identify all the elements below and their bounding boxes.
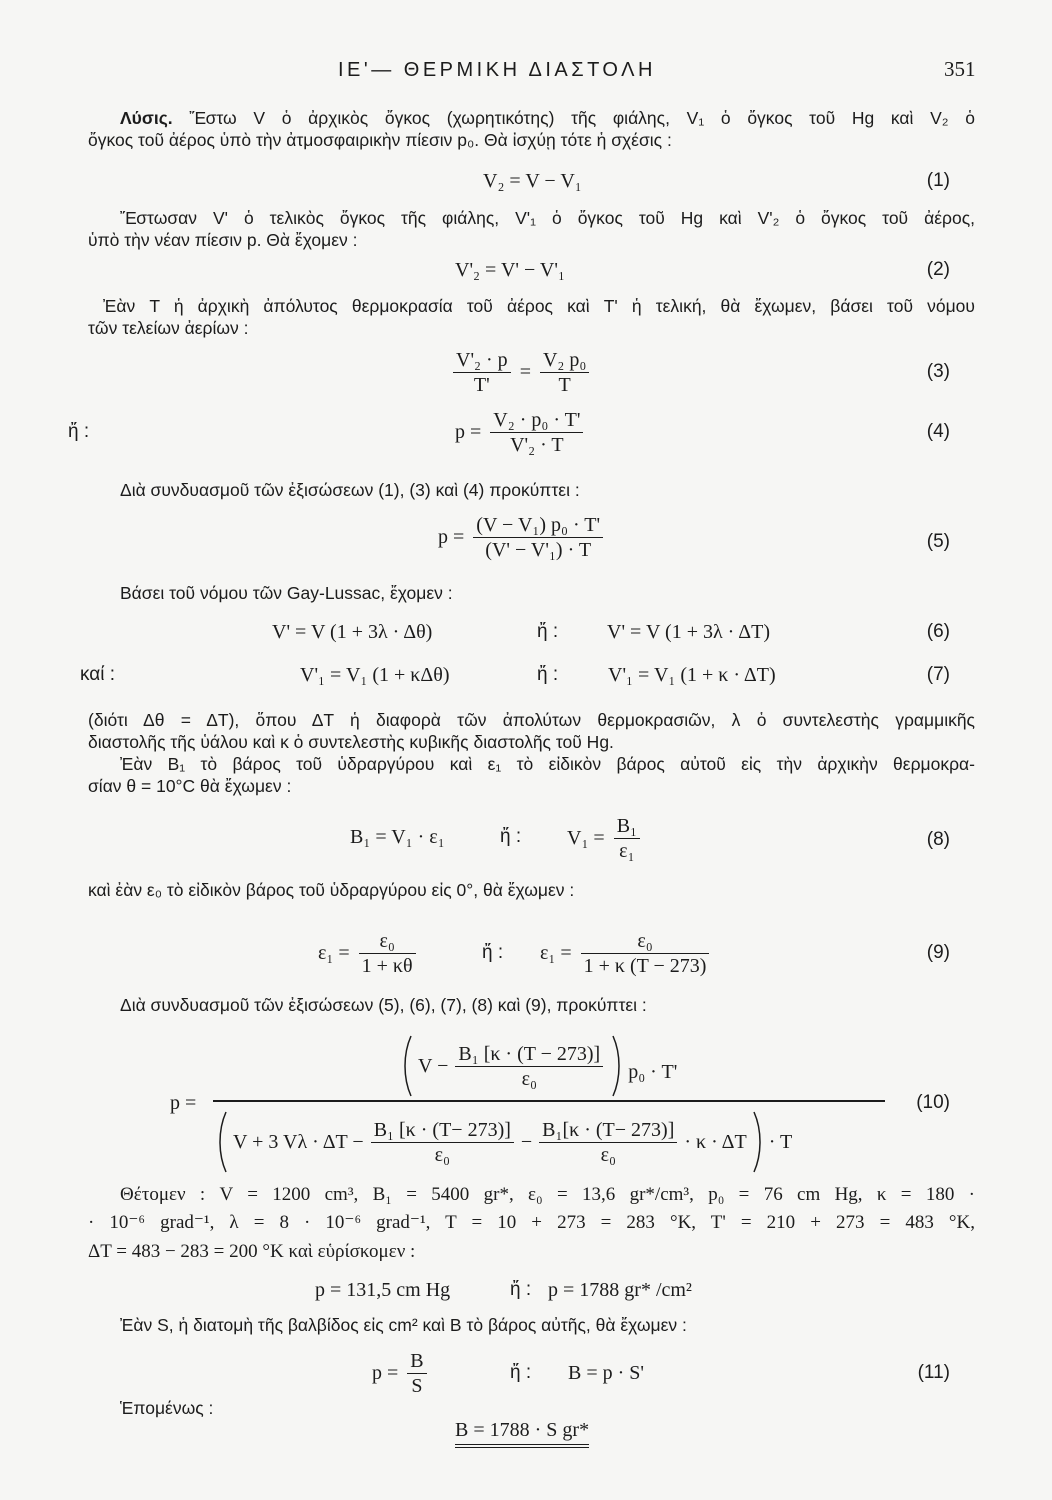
- fraction: [490, 408, 583, 457]
- denominator: (V' − V'₁) · T: [485, 538, 592, 561]
- equation-5: [438, 511, 606, 563]
- line-text: Ἔστω V ὁ ἀρχικὸς ὄγκος (χωρητικότης) τῆς φιάλης, V₁ ὁ ὄγκος τοῦ Hg καὶ V₂ ὁ: [189, 108, 975, 128]
- paragraph-1-line-2: ὄγκος τοῦ ἀέρος ὑπὸ τὴν ἀτμοσφαιρικὴν πίεσιν p₀. Θὰ ἰσχύῃ τότε ἡ σχέσις :: [88, 130, 672, 150]
- given-values-line-1: Θέτομεν : V = 1200 cm³, B₁ = 5400 gr*, ε₀ = 13,6 gr*/cm³, p₀ = 76 cm Hg, κ = 180 ·: [120, 1184, 975, 1205]
- equation-number-2: (2): [926, 259, 950, 280]
- denominator: V'₂ · T: [510, 433, 564, 456]
- fraction: [371, 1118, 514, 1167]
- fraction: [581, 929, 710, 978]
- equation-9-left: [318, 927, 419, 979]
- equation-6-right: V' = V (1 + 3λ · ΔT): [607, 621, 770, 643]
- numerator: B₁[κ · (T− 273)]: [539, 1118, 677, 1143]
- denominator: 1 + κ (T − 273): [583, 954, 707, 977]
- equation-10-denominator: [215, 1110, 792, 1174]
- numerator: ε₀: [359, 929, 416, 954]
- conclusion-label: Ἑπομένως :: [120, 1398, 214, 1418]
- final-answer: B = 1788 · S gr*: [455, 1418, 589, 1448]
- paragraph-9-line-1: Διὰ συνδυασμοῦ τῶν ἐξισώσεων (5), (6), (7), (8) καὶ (9), προκύπτει :: [120, 995, 647, 1015]
- numerator: (V − V₁) p₀ · T': [473, 513, 603, 538]
- equation-10-numerator: [400, 1034, 677, 1098]
- denominator: T: [558, 373, 571, 396]
- expression-term: p₀ · T': [628, 1060, 678, 1083]
- fraction: [540, 348, 589, 397]
- right-parenthesis: [751, 1110, 765, 1174]
- result-right: p = 1788 gr* /cm²: [548, 1279, 692, 1301]
- or-label: ἤ :: [500, 826, 522, 847]
- equation-6-left: V' = V (1 + 3λ · Δθ): [272, 621, 433, 643]
- equation-8-right: [567, 812, 643, 864]
- fraction: [614, 814, 640, 863]
- left-parenthesis: [215, 1110, 229, 1174]
- equation-7-right: V'₁ = V₁ (1 + κ · ΔT): [608, 664, 776, 686]
- or-label: ἤ :: [537, 664, 559, 685]
- numerator: B₁ [κ · (T− 273)]: [371, 1118, 514, 1143]
- equation-8-left: B₁ = V₁ · ε₁: [350, 826, 445, 848]
- denominator: 1 + κθ: [361, 954, 413, 977]
- equation-number-7: (7): [926, 664, 950, 685]
- denominator: ε₀: [600, 1143, 616, 1166]
- given-values-line-2: · 10⁻⁶ grad⁻¹, λ = 8 · 10⁻⁶ grad⁻¹, T = 10 + 273 = 283 °K, T' = 210 + 273 = 483 °K,: [88, 1212, 975, 1233]
- or-label: ἤ :: [68, 421, 90, 442]
- equation-11-left: [372, 1347, 430, 1399]
- equation-7-left: V'₁ = V₁ (1 + κΔθ): [300, 664, 450, 686]
- paragraph-2-line-1: Ἔστωσαν V' ὁ τελικὸς ὄγκος τῆς φιάλης, V'₁ ὁ ὄγκος τοῦ Hg καὶ V'₂ ὁ ὄγκος τοῦ ἀέρος,: [120, 208, 975, 228]
- equation-lhs: p =: [455, 420, 482, 443]
- equation-number-9: (9): [926, 942, 950, 963]
- denominator: ε₁: [619, 839, 635, 862]
- equation-number-10: (10): [916, 1092, 950, 1113]
- or-label: ἤ :: [537, 621, 559, 642]
- running-header: ΙΕ'— ΘΕΡΜΙΚΗ ΔΙΑΣΤΟΛΗ: [338, 59, 656, 81]
- equation-number-11: (11): [917, 1362, 950, 1383]
- expression-term: · κ · ΔT: [684, 1130, 747, 1153]
- numerator: B₁: [614, 814, 640, 839]
- denominator: T': [473, 373, 490, 396]
- paragraph-7-line-2: σίαν θ = 10°C θὰ ἔχωμεν :: [88, 776, 292, 796]
- denominator: ε₀: [434, 1143, 450, 1166]
- equation-9-right: [540, 927, 712, 979]
- numerator: V'₂ · p: [453, 348, 511, 373]
- right-parenthesis: [610, 1034, 624, 1098]
- equation-number-4: (4): [926, 421, 950, 442]
- page-number: 351: [944, 57, 976, 81]
- equation-number-8: (8): [926, 829, 950, 850]
- expression-term: V −: [418, 1054, 449, 1077]
- paragraph-8-line-1: καὶ ἐὰν ε₀ τὸ εἰδικὸν βάρος τοῦ ὑδραργύρου εἰς 0°, θὰ ἔχωμεν :: [88, 880, 575, 900]
- paragraph-6-line-1: (διότι Δθ = ΔT), ὅπου ΔT ἡ διαφορὰ τῶν ἀπολύτων θερμοκρασιῶν, λ ὁ συντελεστὴς γραμμικῆς: [88, 710, 975, 730]
- paragraph-2-line-2: ὑπὸ τὴν νέαν πίεσιν p. Θὰ ἔχομεν :: [88, 230, 358, 250]
- paragraph-3-line-2: τῶν τελείων ἀερίων :: [88, 318, 249, 338]
- equation-number-1: (1): [926, 170, 950, 191]
- denominator: ε₀: [521, 1067, 537, 1090]
- equation-number-5: (5): [926, 531, 950, 552]
- equation-11-right: B = p · S': [568, 1362, 645, 1384]
- or-label: ἤ :: [510, 1362, 532, 1383]
- equation-10-lhs: p =: [170, 1092, 197, 1114]
- result-left: p = 131,5 cm Hg: [315, 1279, 451, 1301]
- numerator: V₂ · p₀ · T': [490, 408, 583, 433]
- denominator: S: [411, 1374, 423, 1397]
- fraction: [359, 929, 416, 978]
- equation-lhs: ε₁ =: [540, 941, 572, 964]
- numerator: B₁ [κ · (T − 273)]: [455, 1042, 603, 1067]
- numerator: V₂ p₀: [540, 348, 589, 373]
- or-label: ἤ :: [482, 942, 504, 963]
- equation-1: V₂ = V − V₁: [483, 170, 582, 192]
- left-parenthesis: [400, 1034, 414, 1098]
- fraction: [407, 1349, 426, 1398]
- equation-lhs: p =: [438, 525, 465, 548]
- equation-2: V'₂ = V' − V'₁: [455, 259, 565, 281]
- equation-4: [455, 406, 586, 458]
- equation-lhs: ε₁ =: [318, 941, 350, 964]
- equals-sign: =: [519, 360, 531, 383]
- paragraph-6-line-2: διαστολῆς τῆς ὑάλου καὶ κ ὁ συντελεστὴς κυβικῆς διαστολῆς τοῦ Hg.: [88, 732, 614, 752]
- expression-term: · T: [768, 1130, 793, 1153]
- main-fraction-bar: [213, 1100, 885, 1102]
- paragraph-10-line-1: Ἐὰν S, ἡ διατομὴ τῆς βαλβίδος εἰς cm² καὶ B τὸ βάρος αὐτῆς, θὰ ἔχωμεν :: [120, 1315, 687, 1335]
- equation-number-3: (3): [926, 361, 950, 382]
- solution-heading: Λύσις.: [120, 108, 173, 128]
- and-label: καί :: [80, 664, 116, 685]
- numerator: ε₀: [581, 929, 710, 954]
- or-label: ἤ :: [510, 1279, 532, 1300]
- paragraph-4-line-1: Διὰ συνδυασμοῦ τῶν ἐξισώσεων (1), (3) καὶ (4) προκύπτει :: [120, 480, 580, 500]
- fraction: [455, 1042, 603, 1091]
- fraction: [453, 348, 511, 397]
- fraction: [539, 1118, 677, 1167]
- equation-number-6: (6): [926, 621, 950, 642]
- minus-sign: −: [520, 1130, 533, 1153]
- equation-3: [450, 346, 592, 398]
- numerator: B: [407, 1349, 426, 1374]
- fraction: [473, 513, 603, 562]
- paragraph-3-line-1: Ἐὰν T ἡ ἀρχικὴ ἀπόλυτος θερμοκρασία τοῦ ἀέρος καὶ T' ἡ τελική, θὰ ἔχωμεν, βάσει τοῦ νόμου: [103, 296, 975, 316]
- paragraph-5-line-1: Βάσει τοῦ νόμου τῶν Gay-Lussac, ἔχομεν :: [120, 583, 453, 603]
- paragraph-7-line-1: Ἐὰν B₁ τὸ βάρος τοῦ ὑδραργύρου καὶ ε₁ τὸ εἰδικὸν βάρος αὐτοῦ εἰς τὴν ἀρχικὴν θερμοκρα-: [120, 754, 975, 774]
- paragraph-1-line-1: [120, 107, 975, 129]
- equation-lhs: p =: [372, 1361, 399, 1384]
- equation-lhs: V₁ =: [567, 826, 605, 849]
- expression-term: V + 3 Vλ · ΔT −: [233, 1130, 364, 1153]
- given-values-line-3: ΔT = 483 − 283 = 200 °K καὶ εὑρίσκομεν :: [88, 1241, 416, 1262]
